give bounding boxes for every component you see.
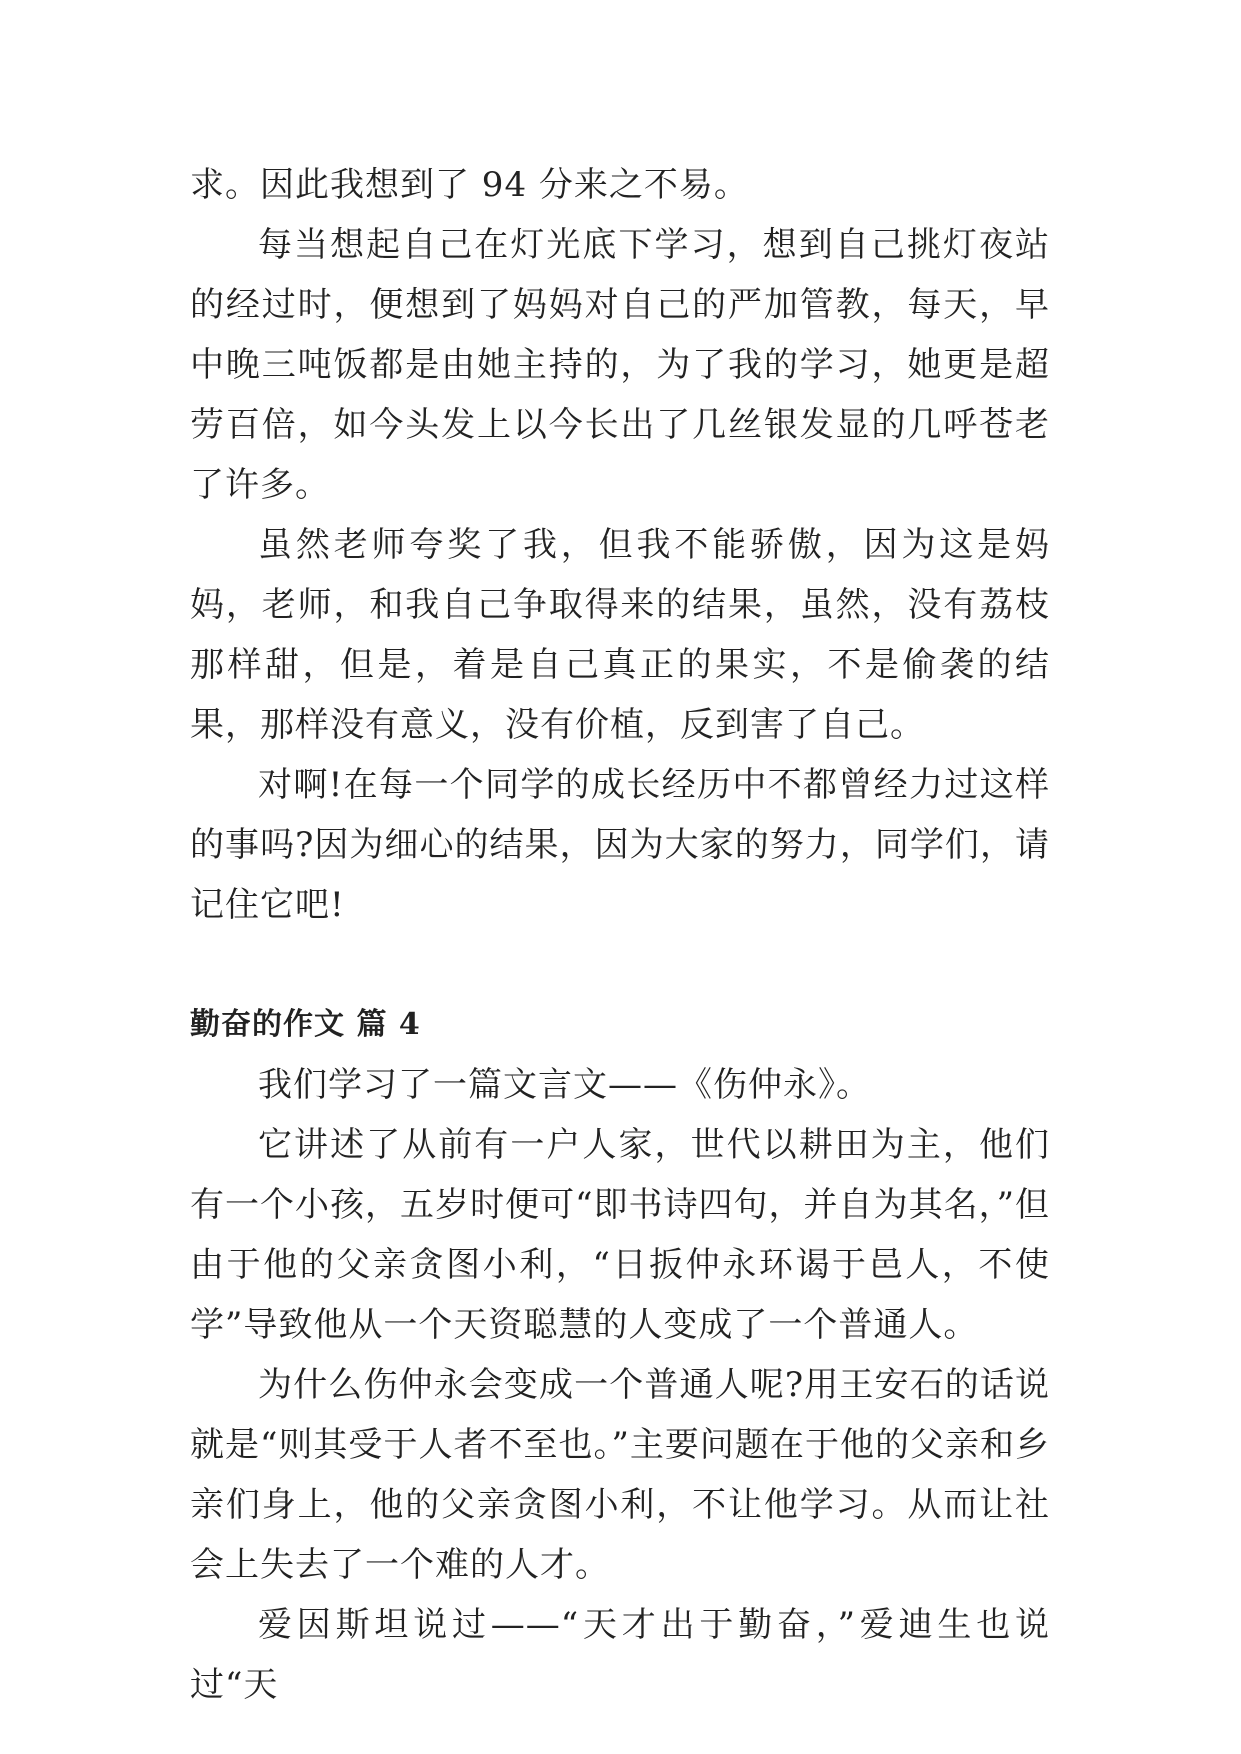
section-gap: [190, 935, 1050, 995]
paragraph: 我们学习了一篇文言文——《伤仲永》。: [258, 1065, 871, 1105]
paragraph: 每当想起自己在灯光底下学习，想到自己挑灯夜站的经过时，便想到了妈妈对自己的严加管教，每天，早中晚三吨饭都是由她主持的，为了我的学习，她更是超劳百倍，如今头发上以今长出了几丝银发显的几呼苍老了许多。: [190, 225, 1050, 505]
paragraph: 为什么伤仲永会变成一个普通人呢?用王安石的话说就是“则其受于人者不至也。”主要问题在于他的父亲和乡亲们身上，他的父亲贪图小利，不让他学习。从而让社会上失去了一个难的人才。: [190, 1365, 1050, 1585]
document-body: [190, 155, 1050, 1715]
paragraph: 它讲述了从前有一户人家，世代以耕田为主，他们有一个小孩，五岁时便可“即书诗四句，并自为其名，”但由于他的父亲贪图小利，“日扳仲永环谒于邑人，不使学”导致他从一个天资聪慧的人变成了一个普通人。: [190, 1125, 1050, 1345]
paragraph: 爱因斯坦说过——“天才出于勤奋，”爱迪生也说过“天: [190, 1605, 1050, 1705]
section-heading: 勤奋的作文 篇 4: [190, 1007, 421, 1042]
paragraph: 虽然老师夸奖了我，但我不能骄傲，因为这是妈妈，老师，和我自己争取得来的结果，虽然，没有荔枝那样甜，但是，着是自己真正的果实，不是偷袭的结果，那样没有意义，没有价植，反到害了自己。: [190, 525, 1050, 745]
paragraph: 求。因此我想到了 94 分来之不易。: [190, 165, 749, 205]
paragraph: 对啊!在每一个同学的成长经历中不都曾经力过这样的事吗?因为细心的结果，因为大家的努力，同学们，请记住它吧!: [190, 765, 1050, 925]
